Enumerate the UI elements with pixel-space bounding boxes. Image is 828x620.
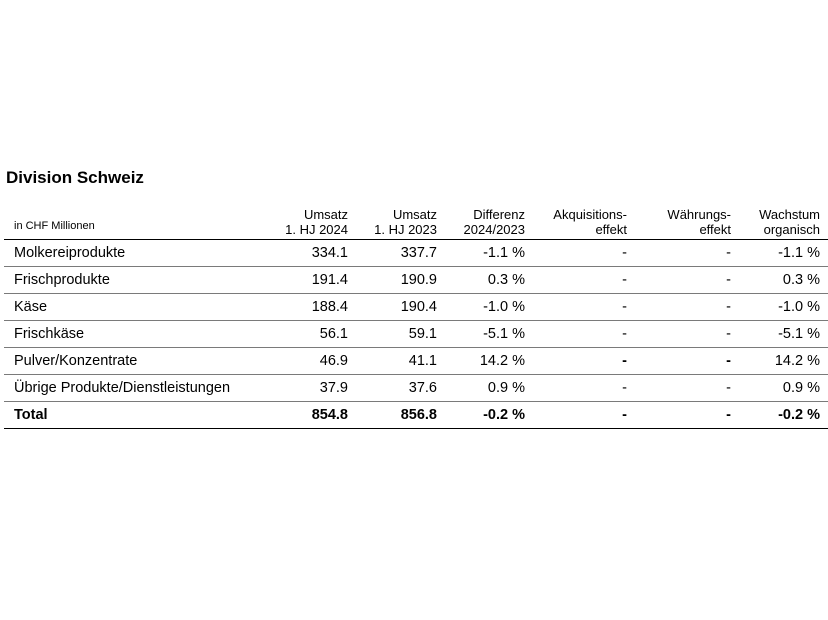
cell-differenz: 14.2 %: [479, 353, 525, 369]
cell-differenz: 0.9 %: [487, 380, 525, 396]
cell-waehrungseffekt: -: [726, 299, 731, 315]
cell-wachstum-organisch: -1.0 %: [778, 299, 820, 315]
row-label: Frischkäse: [14, 326, 85, 342]
cell-differenz: 0.3 %: [487, 272, 525, 288]
cell-umsatz-2024: 334.1: [311, 245, 348, 261]
row-label: Pulver/Konzentrate: [14, 353, 138, 369]
total-differenz: -0.2 %: [483, 407, 525, 423]
cell-umsatz-2023: 41.1: [408, 353, 437, 369]
cell-umsatz-2023: 37.6: [408, 380, 437, 396]
row-label: Frischprodukte: [14, 272, 110, 288]
cell-umsatz-2023: 190.9: [400, 272, 437, 288]
cell-waehrungseffekt: -: [726, 326, 731, 342]
header-row: [4, 203, 828, 240]
table-title: Division Schweiz: [6, 168, 144, 187]
cell-wachstum-organisch: 0.9 %: [782, 380, 820, 396]
col-header-umsatz-2024: Umsatz 1. HJ 2024: [285, 207, 348, 237]
total-umsatz-2023: 856.8: [400, 407, 437, 423]
cell-wachstum-organisch: -1.1 %: [778, 245, 820, 261]
cell-waehrungseffekt: -: [726, 353, 731, 369]
table-row: [4, 375, 828, 402]
cell-wachstum-organisch: 0.3 %: [782, 272, 820, 288]
total-wachstum-organisch: -0.2 %: [778, 407, 820, 423]
cell-waehrungseffekt: -: [726, 245, 731, 261]
table-row: [4, 348, 828, 375]
row-label: Molkereiprodukte: [14, 245, 126, 261]
cell-umsatz-2023: 190.4: [400, 299, 437, 315]
table-row: [4, 321, 828, 348]
col-header-differenz: Differenz 2024/2023: [463, 207, 525, 237]
row-label: Übrige Produkte/Dienstleistungen: [14, 380, 231, 396]
sales-table: [4, 203, 828, 429]
cell-umsatz-2024: 37.9: [319, 380, 348, 396]
col-header-akquisitionseffekt: Akquisitions- effekt: [553, 207, 627, 237]
cell-differenz: -5.1 %: [483, 326, 525, 342]
total-akquisitionseffekt: -: [622, 407, 627, 423]
col-header-wachstum-organisch: Wachstum organisch: [759, 207, 820, 237]
cell-differenz: -1.0 %: [483, 299, 525, 315]
total-row: [4, 402, 828, 429]
cell-wachstum-organisch: 14.2 %: [774, 353, 820, 369]
cell-umsatz-2024: 188.4: [311, 299, 348, 315]
row-label: Käse: [14, 299, 48, 315]
cell-akquisitionseffekt: -: [622, 299, 627, 315]
cell-wachstum-organisch: -5.1 %: [778, 326, 820, 342]
cell-akquisitionseffekt: -: [622, 380, 627, 396]
table-row: [4, 240, 828, 267]
cell-umsatz-2024: 191.4: [311, 272, 348, 288]
cell-umsatz-2023: 337.7: [400, 245, 437, 261]
cell-waehrungseffekt: -: [726, 380, 731, 396]
cell-umsatz-2024: 56.1: [319, 326, 348, 342]
col-header-umsatz-2023: Umsatz 1. HJ 2023: [374, 207, 437, 237]
cell-akquisitionseffekt: -: [622, 245, 627, 261]
cell-akquisitionseffekt: -: [622, 326, 627, 342]
cell-differenz: -1.1 %: [483, 245, 525, 261]
cell-waehrungseffekt: -: [726, 272, 731, 288]
cell-akquisitionseffekt: -: [622, 353, 627, 369]
total-umsatz-2024: 854.8: [311, 407, 348, 423]
cell-umsatz-2024: 46.9: [319, 353, 348, 369]
total-label: Total: [14, 407, 48, 423]
cell-umsatz-2023: 59.1: [408, 326, 437, 342]
table-row: [4, 267, 828, 294]
total-waehrungseffekt: -: [726, 407, 731, 423]
table-row: [4, 294, 828, 321]
col-header-waehrungseffekt: Währungs- effekt: [667, 207, 731, 237]
unit-label: in CHF Millionen: [14, 220, 95, 232]
cell-akquisitionseffekt: -: [622, 272, 627, 288]
